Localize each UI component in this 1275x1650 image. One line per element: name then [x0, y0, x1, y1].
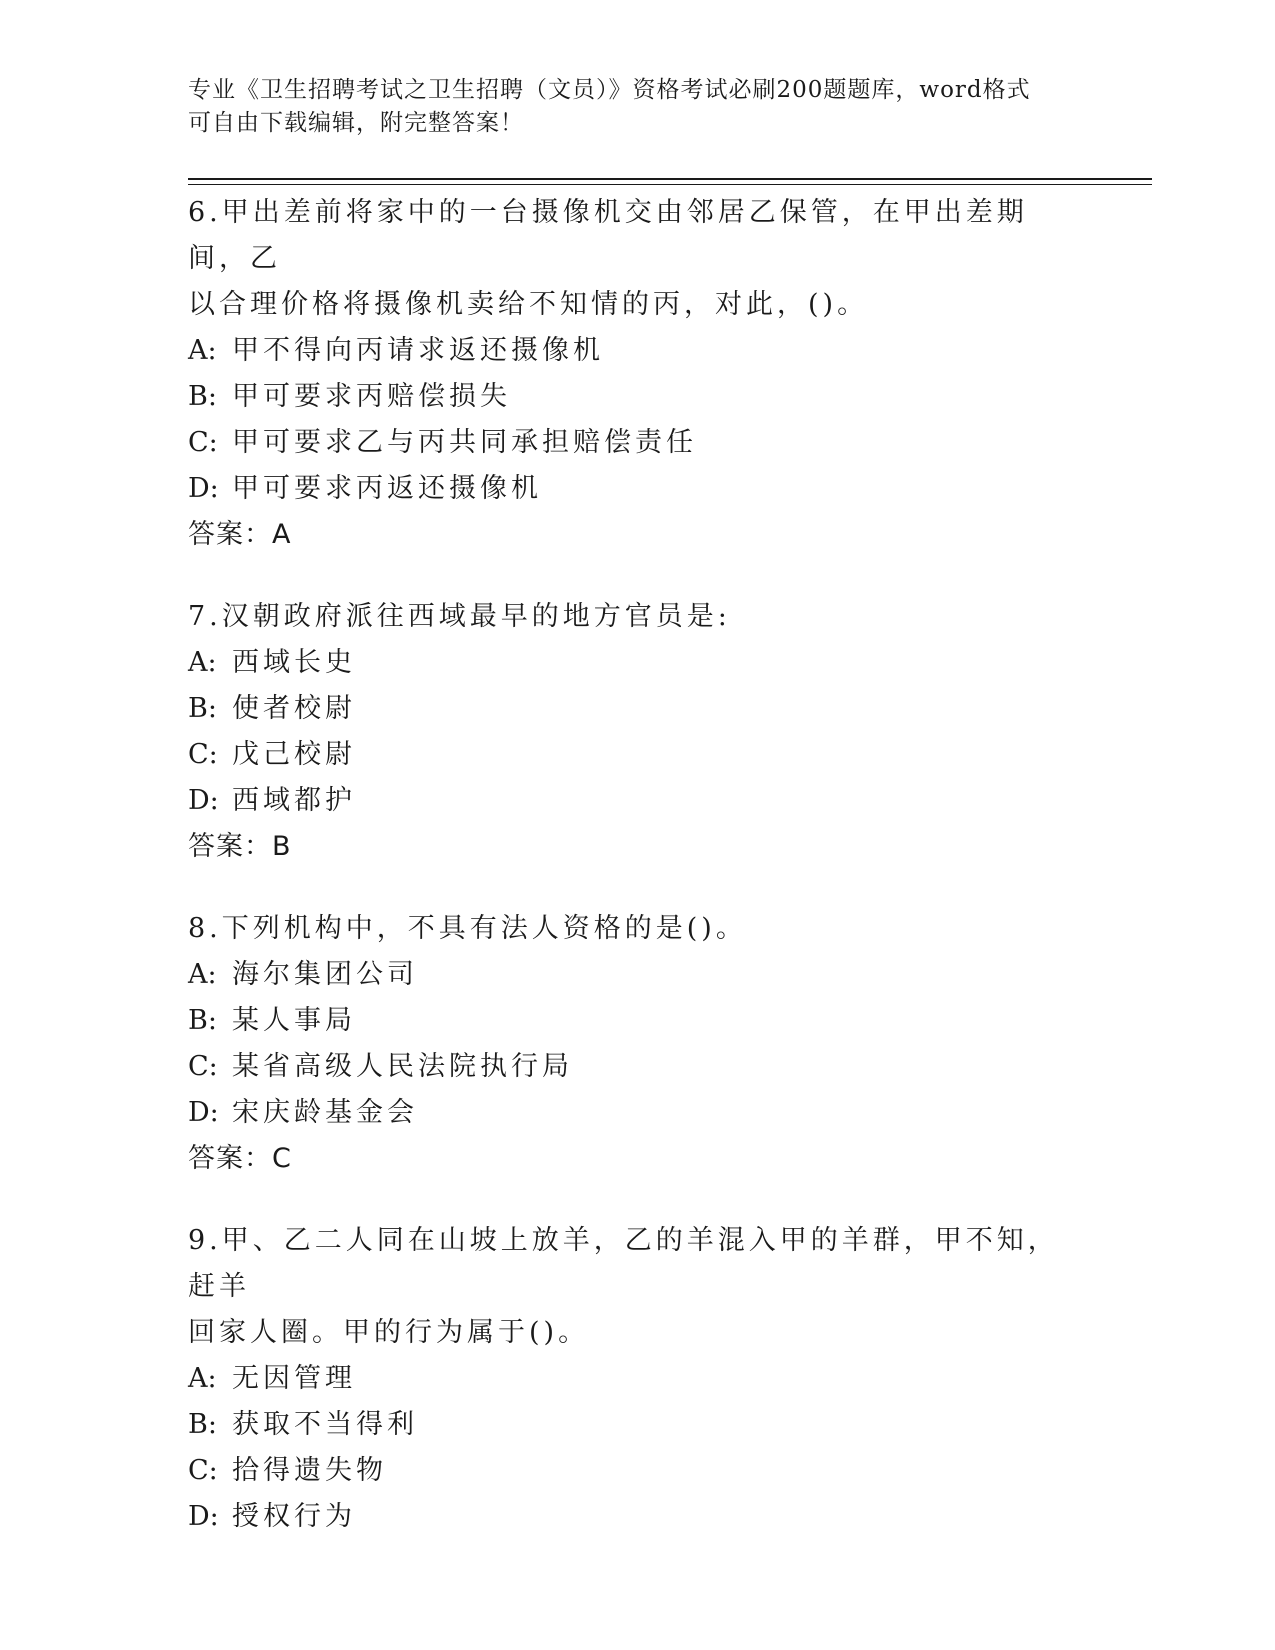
option-d: [188, 1494, 1068, 1540]
option-text: 戊己校尉: [232, 739, 356, 770]
answer-line: 答案：C: [188, 1143, 292, 1174]
option-text: 某省高级人民法院执行局: [232, 1051, 573, 1082]
answer-line: 答案：B: [188, 831, 292, 862]
option-text: 甲不得向丙请求返还摄像机: [232, 335, 604, 366]
option-key: D:: [188, 1097, 219, 1128]
option-text: 甲可要求乙与丙共同承担赔偿责任: [232, 427, 697, 458]
question-stem-line-1: 8.下列机构中，不具有法人资格的是()。: [188, 913, 747, 944]
option-text: 无因管理: [232, 1363, 356, 1394]
option-key: B:: [188, 1005, 217, 1036]
option-text: 甲可要求丙赔偿损失: [232, 381, 511, 412]
option-key: A:: [188, 647, 217, 678]
option-key: D:: [188, 473, 219, 504]
option-key: C:: [188, 427, 218, 458]
option-text: 某人事局: [232, 1005, 356, 1036]
option-text: 宋庆龄基金会: [232, 1097, 418, 1128]
option-key: C:: [188, 739, 218, 770]
option-text: 授权行为: [232, 1501, 356, 1532]
option-text: 西域都护: [232, 785, 356, 816]
answer-line: 答案：A: [188, 519, 292, 550]
option-text: 获取不当得利: [232, 1409, 418, 1440]
option-key: A:: [188, 1363, 217, 1394]
option-b: [188, 1402, 1068, 1448]
question-6: [188, 190, 1068, 558]
question-list: [188, 190, 1068, 1576]
option-text: 西域长史: [232, 647, 356, 678]
option-d: [188, 466, 1068, 512]
option-a: [188, 640, 1068, 686]
option-key: B:: [188, 381, 217, 412]
option-c: [188, 420, 1068, 466]
option-text: 海尔集团公司: [232, 959, 418, 990]
header-line-2: 可自由下载编辑，附完整答案！: [188, 110, 524, 136]
option-key: D:: [188, 785, 219, 816]
option-key: B:: [188, 693, 217, 724]
question-stem-line-1: 9.甲、乙二人同在山坡上放羊，乙的羊混入甲的羊群，甲不知，赶羊: [188, 1225, 1059, 1302]
option-key: A:: [188, 959, 217, 990]
question-9: [188, 1218, 1068, 1540]
option-b: [188, 374, 1068, 420]
option-c: [188, 732, 1068, 778]
option-key: C:: [188, 1455, 218, 1486]
header-divider-thick: [188, 178, 1152, 180]
question-7: [188, 594, 1068, 870]
option-d: [188, 1090, 1068, 1136]
option-key: A:: [188, 335, 217, 366]
option-text: 甲可要求丙返还摄像机: [232, 473, 542, 504]
question-stem-line-2: 回家人圈。甲的行为属于()。: [188, 1317, 590, 1348]
question-stem-line-1: 6.甲出差前将家中的一台摄像机交由邻居乙保管，在甲出差期间，乙: [188, 197, 1028, 274]
question-stem-line-2: 以合理价格将摄像机卖给不知情的丙，对此，()。: [188, 289, 869, 320]
header-line-1: 专业《卫生招聘考试之卫生招聘（文员）》资格考试必刷200题题库，word格式: [188, 77, 1031, 103]
option-key: D:: [188, 1501, 219, 1532]
option-d: [188, 778, 1068, 824]
option-b: [188, 998, 1068, 1044]
header-divider-thin: [188, 184, 1152, 185]
option-b: [188, 686, 1068, 732]
option-c: [188, 1448, 1068, 1494]
option-c: [188, 1044, 1068, 1090]
option-a: [188, 328, 1068, 374]
option-a: [188, 1356, 1068, 1402]
option-text: 拾得遗失物: [232, 1455, 387, 1486]
document-header: [188, 74, 1088, 140]
option-a: [188, 952, 1068, 998]
option-key: C:: [188, 1051, 218, 1082]
question-stem-line-1: 7.汉朝政府派往西域最早的地方官员是:: [188, 601, 731, 632]
question-8: [188, 906, 1068, 1182]
option-key: B:: [188, 1409, 217, 1440]
option-text: 使者校尉: [232, 693, 356, 724]
